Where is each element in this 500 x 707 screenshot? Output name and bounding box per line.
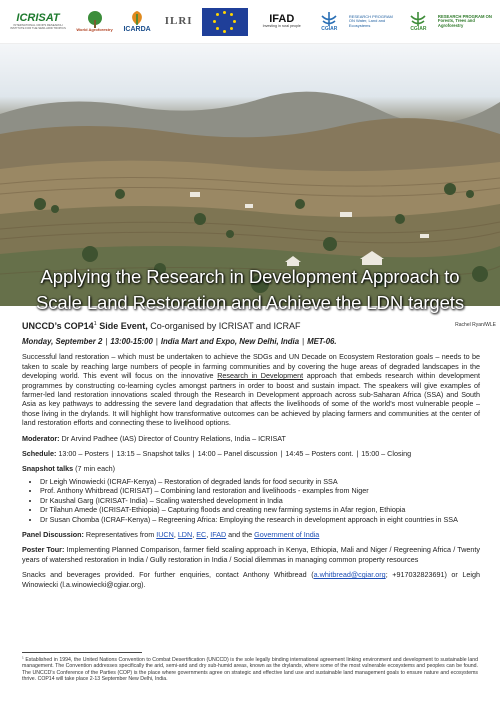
schedule-line: Schedule: 13:00 – Posters | 13:15 – Snapshot talks | 14:00 – Panel discussion | 14:45 – Posters cont. | 15:00 – Closing <box>22 449 412 459</box>
ifad-link[interactable]: IFAD <box>210 529 227 539</box>
ec-link[interactable]: EC <box>196 529 207 539</box>
iucn-link[interactable]: IUCN <box>156 529 174 539</box>
ftai-logo-text: RESEARCH PROGRAM ON Forests, Trees and Agroforestry <box>437 13 492 28</box>
icrisat-logo-text: ICRISAT <box>16 11 60 24</box>
photo-credit: Rachel Ryan/WLE <box>455 322 496 328</box>
ldn-link[interactable]: LDN <box>177 529 193 539</box>
ilri-logo <box>161 16 197 27</box>
whitbread-email-link[interactable]: a.whitbread@cgiar.org <box>313 570 386 580</box>
schedule-label: Schedule: <box>22 449 57 459</box>
event-heading <box>22 320 480 332</box>
ifad-logo-subtitle: Investing in rural people <box>262 24 301 29</box>
schedule-item: 13:15 – Snapshot talks <box>116 449 190 459</box>
footnote <box>22 657 478 682</box>
ilri-logo-text: ILRI <box>164 15 193 27</box>
intro-paragraph <box>22 352 480 427</box>
panel-line: Panel Discussion: Representatives from IUCN, LDN, EC, IFAD and the Government of India <box>22 529 320 539</box>
list-item: • Dr Leigh Winowiecki (ICRAF-Kenya) – Restoration of degraded lands for food security in SSA <box>40 477 480 486</box>
wle-logo-text: RESEARCH PROGRAM ON Water, Land and Ecosystems <box>348 13 393 28</box>
schedule-item: 14:45 – Posters cont. <box>285 449 354 459</box>
event-date-line: Monday, September 2 | 13:00-15:00 | India Mart and Expo, New Delhi, India | MET-06. <box>22 337 337 346</box>
footnote-divider <box>22 652 142 653</box>
cgiar-logo <box>315 11 343 32</box>
poster-line <box>22 545 480 564</box>
contact-text-1: Snacks and beverages provided. For further enquiries, contact Anthony Whitbread ( <box>22 570 314 580</box>
cgiar-logo-text: CGIAR <box>321 26 338 32</box>
event-room: MET-06. <box>307 337 337 346</box>
panel-label: Panel Discussion: <box>22 529 84 539</box>
intro-text-2: approach that embeds research within development programmes by constructing co-learning cycles amongst partners in order to boost and sustain impact. The speakers will give examples of farmer-led land restoration innovations scaled through the Research in Development approach across sub-Saharan Africa (SSA) and South Asia as key pathways to addressing the severe land degradation that affects the livelihoods of some of the world’s most vulnerable people – those living in the drylands. It will highlight how transformative outcomes can be achieved by placing farmers and communities at the center of land restoration efforts and connecting these to livelihood options. <box>22 371 480 428</box>
logo-bar <box>0 0 500 44</box>
ifad-logo-text: IFAD <box>269 13 295 26</box>
poster-text: Implementing Planned Comparison, farmer field scaling approach in Kenya, Ethiopia, Mali and Niger / Regreening Africa / Twenty years of watershed restoration in India / Gully restoration in India / Social dilemmas in managing common property resources <box>22 545 480 564</box>
contact-text-2: ; +917032823691) or Leigh Winowiecki (l.a.winowiecki@cgiar.org). <box>22 570 480 589</box>
world-agroforestry-logo-text: World Agroforestry <box>76 27 113 33</box>
icrisat-logo <box>6 13 70 30</box>
moderator-label: Moderator: <box>22 433 60 443</box>
list-item: • Dr Tilahun Amede (ICRISAT-Ethiopia) – Capturing floods and creating new farming systems in Afar region, Ethiopia <box>40 505 480 514</box>
list-item: • Dr Kaushal Garg (ICRISAT- India) – Scaling watershed development in India <box>40 496 480 505</box>
icrisat-logo-subtitle: INTERNATIONAL CROPS RESEARCH INSTITUTE FOR THE SEMI-ARID TROPICS <box>10 22 66 30</box>
world-agroforestry-logo <box>76 10 114 32</box>
snapshot-heading <box>22 464 480 473</box>
research-in-development-link[interactable]: Research in Development <box>217 371 304 381</box>
flyer-content <box>22 320 480 595</box>
event-coorganisers: Co-organised by ICRISAT and ICRAF <box>147 321 301 331</box>
footnote-text: Established in 1994, the United Nations Convention to Combat Desertification (UNCCD) is the sole legally binding international agreement linking environment and development to sustainable land management. The Convention addresses specifically the arid, semi-arid and dry sub-humid areas, known as the drylands, where some of the most vulnerable ecosystems and peoples can be found. The UNCCD’s Conference of the Parties (COP) is the place where governments agree on strategic and effective land use and sustainable land management goals to ensure nature and ecosystems thrive. COP14 will take place 2-13 September New Delhi, India. <box>22 657 478 682</box>
list-item: • Prof. Anthony Whitbread (ICRISAT) – Combining land restoration and livelihoods - examples from Niger <box>40 486 480 495</box>
event-title-line-1: Applying the Research in Development Approach to <box>40 266 460 287</box>
footnote-ref: 1 <box>93 321 97 327</box>
tree-icon <box>84 10 106 28</box>
ftai-logo <box>438 15 494 29</box>
moderator-text: Dr Arvind Padhee (IAS) Director of Country Relations, India – ICRISAT <box>59 433 286 443</box>
ifad-logo <box>254 14 310 29</box>
list-item: • Dr Susan Chomba (ICRAF-Kenya) – Regreening Africa: Employing the research in development approach in eight countries in SSA <box>40 515 480 524</box>
panel-and: and the <box>226 529 255 539</box>
intro-text-1: Successful land restoration – which must be undertaken to achieve the SDGs and UN Decade on Ecosystem Restoration goals – needs to be taken to scale by reaching large numbers of people in farming communities and by covering the huge areas of degraded landscapes in the developing world. This event will focus on the innovative <box>22 352 480 381</box>
cgiar-emblem-icon <box>320 11 338 27</box>
icarda-logo-text: ICARDA <box>123 26 151 33</box>
poster-label: Poster Tour: <box>22 545 65 555</box>
cgiar-emblem-icon <box>409 11 427 27</box>
schedule-item: 14:00 – Panel discussion <box>197 449 278 459</box>
contact-line <box>22 570 480 589</box>
footnote-marker: 1 <box>22 655 24 660</box>
event-name-suffix: Side Event, <box>96 321 148 331</box>
snapshot-talks-list <box>22 477 480 524</box>
wle-logo <box>349 15 399 28</box>
schedule-item: 13:00 – Posters <box>58 449 109 459</box>
government-of-india-link[interactable]: Government of India <box>254 529 320 539</box>
event-venue: India Mart and Expo, New Delhi, India <box>160 337 300 346</box>
event-title-line-2: Scale Land Restoration and Achieve the LDN targets <box>36 292 464 313</box>
schedule-item: 15:00 – Closing <box>361 449 412 459</box>
snapshot-note: (7 min each) <box>73 464 116 474</box>
icarda-logo <box>119 10 155 33</box>
cgiar-logo-text: CGIAR <box>410 26 427 32</box>
moderator-line <box>22 434 480 443</box>
snapshot-label: Snapshot talks <box>22 464 74 474</box>
cgiar-logo-2 <box>404 11 432 32</box>
event-date: Monday, September 2 <box>22 337 103 346</box>
event-time: 13:00-15:00 <box>110 337 153 346</box>
eu-flag-icon <box>202 8 248 36</box>
event-name: UNCCD’s COP14 <box>22 321 94 331</box>
panel-text: Representatives from <box>83 529 157 539</box>
leaf-icon <box>128 10 146 26</box>
